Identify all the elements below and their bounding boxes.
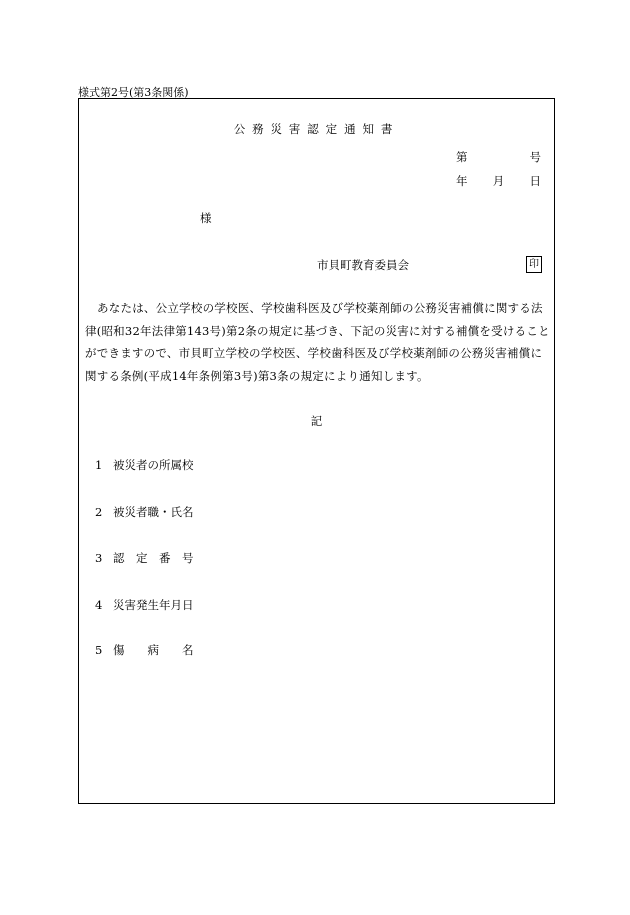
body-line: 律(昭和32年法律第143号)第2条の規定に基づき、下記の災害に対する補償を受けること xyxy=(85,323,550,338)
item-number: 5 xyxy=(95,643,103,657)
item-label: 災害発生年月日 xyxy=(113,598,194,612)
item-number: 3 xyxy=(95,551,103,565)
addressee-honorific: 様 xyxy=(200,211,212,225)
list-item xyxy=(95,550,194,566)
notice-form xyxy=(78,98,555,804)
issuer-name: 市貝町教育委員会 xyxy=(317,258,409,272)
item-label: 傷 病 名 xyxy=(113,643,194,657)
body-line: 関する条例(平成14年条例第3号)第3条の規定により通知します。 xyxy=(85,368,429,383)
item-label: 認 定 番 号 xyxy=(113,551,194,565)
date-day-label: 日 xyxy=(529,174,541,188)
list-item xyxy=(95,457,194,473)
list-item xyxy=(95,642,194,658)
body-line: あなたは、公立学校の学校医、学校歯科医及び学校薬剤師の公務災害補償に関する法 xyxy=(97,301,543,315)
notice-body xyxy=(85,297,551,387)
ki-heading: 記 xyxy=(310,414,323,428)
item-number: 4 xyxy=(95,598,103,612)
list-item xyxy=(95,504,194,520)
list-item xyxy=(95,597,194,613)
document-number-row xyxy=(456,149,541,165)
date-month-label: 月 xyxy=(492,174,505,188)
document-title: 公務災害認定通知書 xyxy=(233,122,400,136)
date-year-label: 年 xyxy=(456,174,468,188)
number-prefix: 第 xyxy=(456,150,468,164)
number-suffix: 号 xyxy=(529,150,541,164)
form-label: 様式第2号(第3条関係) xyxy=(78,86,189,99)
seal-stamp: 印 xyxy=(526,256,542,273)
item-label: 被災者の所属校 xyxy=(113,458,194,472)
item-number: 1 xyxy=(95,458,103,472)
body-line: ができますので、市貝町立学校の学校医、学校歯科医及び学校薬剤師の公務災害補償に xyxy=(85,346,543,360)
issue-date-row xyxy=(456,173,541,189)
item-number: 2 xyxy=(95,505,103,519)
item-label: 被災者職・氏名 xyxy=(113,505,194,519)
